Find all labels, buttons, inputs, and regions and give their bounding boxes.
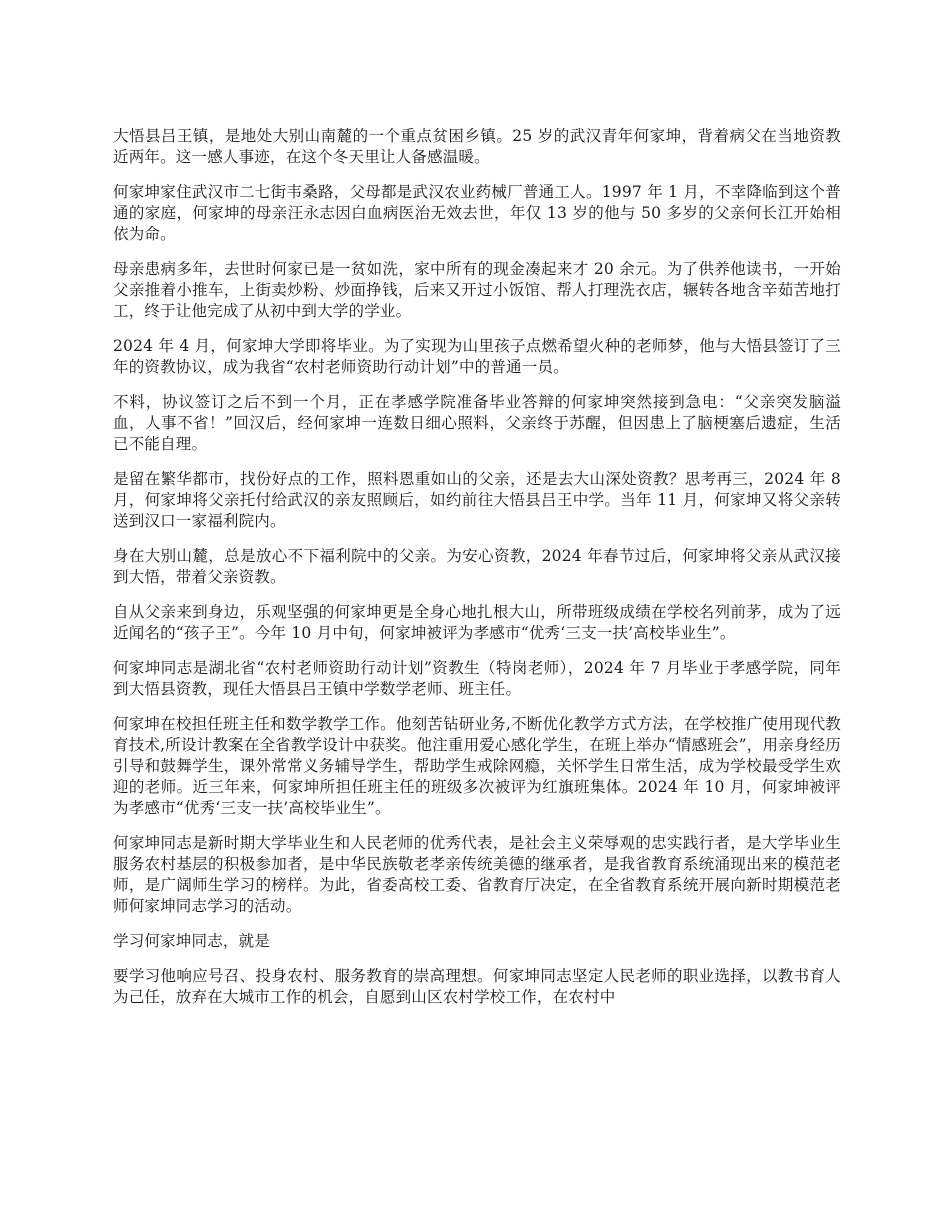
paragraph-bring-father: 身在大别山麓，总是放心不下福利院中的父亲。为安心资教，2024 年春节过后，何家坤将父亲从武汉接到大悟，带着父亲资教。 [113,547,841,586]
document-body [113,126,841,1022]
paragraph-profile: 何家坤同志是湖北省“农村老师资助行动计划”资教生（特岗老师），2024 年 7 月毕业于孝感学院，同年到大悟县资教，现任大悟县吕王镇中学数学老师、班主任。 [113,659,841,698]
paragraph-honor: 自从父亲来到身边，乐观坚强的何家坤更是全身心地扎根大山，所带班级成绩在学校名列前茅，成为了远近闻名的“孩子王”。今年 10 月中旬，何家坤被评为孝感市“优秀‘三支一扶’高校毕业生”。 [113,603,841,642]
paragraph-role-model: 何家坤同志是新时期大学毕业生和人民老师的优秀代表，是社会主义荣辱观的忠实践行者，是大学毕业生服务农村基层的积极参加者，是中华民族敬老孝亲传统美德的继承者，是我省教育系统涌现出来的模范老师，是广阔师生学习的榜样。为此，省委高校工委、省教育厅决定，在全省教育系统开展向新时期模范老师何家坤同志学习的活动。 [113,834,841,915]
paragraph-hardship: 母亲患病多年，去世时何家已是一贫如洗，家中所有的现金凑起来才 20 余元。为了供养他读书，一开始父亲推着小推车，上街卖炒粉、炒面挣钱，后来又开过小饭馆、帮人打理洗衣店，辗转各地含辛茹苦地打工，终于让他完成了从初中到大学的学业。 [113,260,841,320]
paragraph-graduation: 2024 年 4 月，何家坤大学即将毕业。为了实现为山里孩子点燃希望火种的老师梦，他与大悟县签订了三年的资教协议，成为我省“农村老师资助行动计划”中的普通一员。 [113,337,841,376]
paragraph-teaching-work: 何家坤在校担任班主任和数学教学工作。他刻苦钻研业务,不断优化教学方式方法，在学校推广使用现代教育技术,所设计教案在全省教学设计中获奖。他注重用爱心感化学生，在班上举办“情感班会”，用亲身经历引导和鼓舞学生，课外常常义务辅导学生，帮助学生戒除网瘾，关怀学生日常生活，成为学校最受学生欢迎的老师。近三年来，何家坤所担任班主任的班级多次被评为红旗班集体。2024 年 10 月，何家坤被评为孝感市“优秀‘三支一扶’高校毕业生”。 [113,715,841,817]
paragraph-father-illness: 不料，协议签订之后不到一个月，正在孝感学院准备毕业答辩的何家坤突然接到急电：“父亲突发脑溢血，人事不省！”回汉后，经何家坤一连数日细心照料，父亲终于苏醒，但因患上了脑梗塞后遗症，生活已不能自理。 [113,393,841,453]
paragraph-family-background: 何家坤家住武汉市二七街韦桑路，父母都是武汉农业药械厂普通工人。1997 年 1 月，不幸降临到这个普通的家庭，何家坤的母亲汪永志因白血病医治无效去世，年仅 13 岁的他与 50 多岁的父亲何长江开始相依为命。 [113,183,841,243]
paragraph-intro: 大悟县吕王镇，是地处大别山南麓的一个重点贫困乡镇。25 岁的武汉青年何家坤，背着病父在当地资教近两年。这一感人事迹，在这个冬天里让人备感温暖。 [113,127,841,166]
paragraph-decision: 是留在繁华都市，找份好点的工作，照料恩重如山的父亲，还是去大山深处资教？思考再三，2024 年 8 月，何家坤将父亲托付给武汉的亲友照顾后，如约前往大悟县吕王中学。当年 11 月，何家坤又将父亲转送到汉口一家福利院内。 [113,470,841,530]
paragraph-ideals: 要学习他响应号召、投身农村、服务教育的崇高理想。何家坤同志坚定人民老师的职业选择，以教书育人为己任，放弃在大城市工作的机会，自愿到山区农村学校工作，在农村中 [113,967,841,1006]
paragraph-learning-intro: 学习何家坤同志，就是 [113,932,271,950]
